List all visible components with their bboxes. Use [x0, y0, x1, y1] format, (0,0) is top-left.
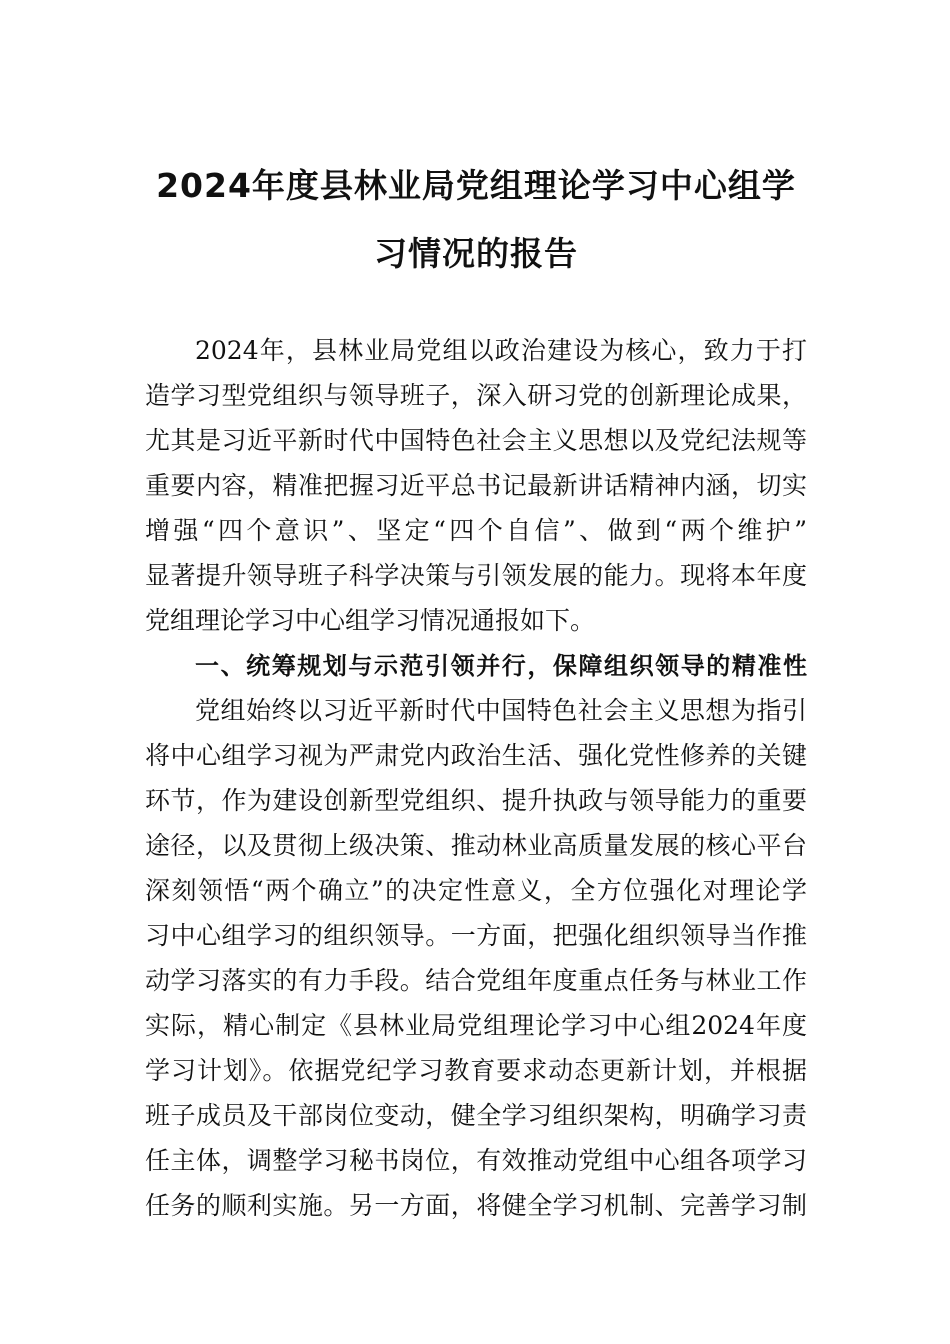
section-1-paragraph-line: 深刻领悟“两个确立”的决定性意义，全方位强化对理论学: [145, 876, 807, 905]
section-1-paragraph-line: 班子成员及干部岗位变动，健全学习组织架构，明确学习责: [145, 1101, 807, 1130]
section-1-paragraph-line: 途径，以及贯彻上级决策、推动林业高质量发展的核心平台: [145, 831, 807, 860]
section-1-paragraph-line: 任主体，调整学习秘书岗位，有效推动党组中心组各项学习: [145, 1146, 807, 1175]
document-title-line-1: 2024年度县林业局党组理论学习中心组学: [156, 166, 796, 205]
section-1-paragraph-line: 学习计划》。依据党纪学习教育要求动态更新计划，并根据: [145, 1056, 807, 1085]
section-1-paragraph-line: 习中心组学习的组织领导。一方面，把强化组织领导当作推: [145, 921, 807, 950]
section-1-paragraph-line: 动学习落实的有力手段。结合党组年度重点任务与林业工作: [145, 966, 807, 995]
section-1-heading: 一、统筹规划与示范引领并行，保障组织领导的精准性: [195, 652, 807, 680]
intro-paragraph-line: 造学习型党组织与领导班子，深入研习党的创新理论成果，: [145, 381, 807, 410]
intro-paragraph-line: 显著提升领导班子科学决策与引领发展的能力。现将本年度: [145, 561, 807, 590]
intro-paragraph-line: 增强“四个意识”、坚定“四个自信”、做到“两个维护”: [145, 516, 807, 545]
intro-paragraph-line: 尤其是习近平新时代中国特色社会主义思想以及党纪法规等: [145, 426, 807, 455]
intro-paragraph-line: 重要内容，精准把握习近平总书记最新讲话精神内涵，切实: [145, 471, 807, 500]
document-title-line-2: 习情况的报告: [374, 234, 578, 273]
section-1-paragraph-line: 任务的顺利实施。另一方面，将健全学习机制、完善学习制: [145, 1191, 807, 1220]
section-1-paragraph-line: 实际，精心制定《县林业局党组理论学习中心组2024年度: [145, 1011, 807, 1040]
intro-paragraph-line: 党组理论学习中心组学习情况通报如下。: [145, 606, 596, 635]
intro-paragraph-line: 2024年，县林业局党组以政治建设为核心，致力于打: [195, 336, 807, 365]
section-1-paragraph-line: 党组始终以习近平新时代中国特色社会主义思想为指引: [195, 696, 807, 725]
section-1-paragraph-line: 将中心组学习视为严肃党内政治生活、强化党性修养的关键: [145, 741, 807, 770]
section-1-paragraph-line: 环节，作为建设创新型党组织、提升执政与领导能力的重要: [145, 786, 807, 815]
